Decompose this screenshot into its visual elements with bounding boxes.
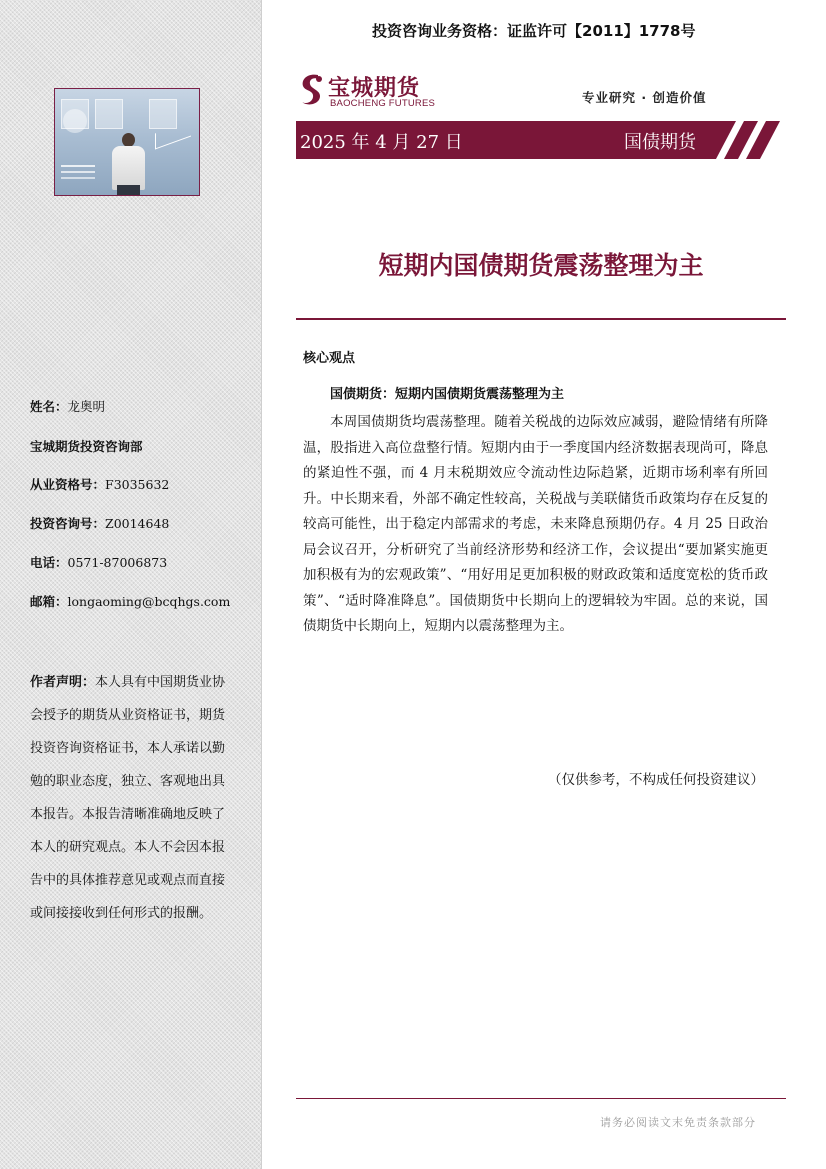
person-legs [117,185,140,196]
author-name [30,397,105,415]
author-sidebar [0,0,262,1169]
screen-panel [95,99,123,129]
section-heading: 核心观点 [303,351,356,366]
footer-text: 请务必阅读文末免责条款部分 [600,1116,756,1129]
report-date: 2025 年 4 月 27 日 [300,132,463,153]
license-label: 从业资格号： [30,477,106,492]
cover-photo [54,88,200,196]
disclaimer-note: （仅供参考，不构成任何投资建议） [548,772,764,788]
advisory-number [30,514,169,532]
footer-divider [296,1098,786,1099]
author-email [30,592,230,610]
person-head [122,133,135,147]
author-statement [30,666,235,930]
license-value: F3035632 [105,477,170,492]
data-lines-graphic [61,165,95,167]
author-phone [30,553,167,571]
phone-label: 电话： [30,555,68,570]
email-label: 邮箱： [30,594,68,609]
title-divider [296,318,786,320]
advisory-label: 投资咨询号： [30,516,106,531]
sub-heading: 国债期货：短期内国债期货震荡整理为主 [330,387,565,402]
author-department [30,437,143,455]
screen-panel [149,99,177,129]
report-title: 短期内国债期货震荡整理为主 [378,251,704,280]
email-value[interactable]: longaoming@bcqhgs.com [67,594,231,609]
person-body [112,146,145,190]
logo-english-name: BAOCHENG FUTURES [330,98,436,109]
company-logo [298,71,436,111]
license-number [30,475,169,493]
globe-graphic [63,109,87,133]
advisory-value: Z0014648 [105,516,170,531]
logo-mark-icon [298,71,326,109]
statement-text: 本人具有中国期货业协会授予的期货从业资格证书，期货投资咨询资格证书，本人承诺以勤勉的职业态度，独立、客观地出具本报告。本报告清晰准确地反映了本人的研究观点。本人不会因本报告中的具体推荐意见或观点而直接或间接接收到任何形式的报酬。 [30,675,226,921]
report-category: 国债期货 [624,132,696,153]
logo-chinese-name: 宝城期货 [328,75,421,101]
certification-line: 投资咨询业务资格：证监许可【2011】1778号 [372,22,696,40]
slogan: 专业研究 · 创造价值 [582,90,707,105]
statement-label: 作者声明： [30,675,96,690]
phone-value: 0571-87006873 [67,555,168,570]
name-value: 龙奥明 [67,399,106,414]
body-paragraph: 本周国债期货均震荡整理。随着关税战的边际效应减弱，避险情绪有所降温，股指进入高位盘整行情。短期内由于一季度国内经济数据表现尚可，降息的紧迫性不强，而 4 月末税期效应令流动性边际趋紧，近期市场利率有所回升。中长期来看，外部不确定性较高，关税战与美联储货币政策均存在反复的较高可能性，出于稳定内部需求的考虑，未来降息预期仍存。4 月 25 日政治局会议召开，分析研究了当前经济形势和经济工作，会议提出“要加紧实施更加积极有为的宏观政策”、“用好用足更加积极的财政政策和适度宽松的货币政策”、“适时降准降息”。国债期货中长期向上的逻辑较为牢固。总的来说，国债期货中长期向上，短期内以震荡整理为主。 [303,414,768,634]
department-text: 宝城期货投资咨询部 [30,439,143,454]
name-label: 姓名： [30,399,68,414]
